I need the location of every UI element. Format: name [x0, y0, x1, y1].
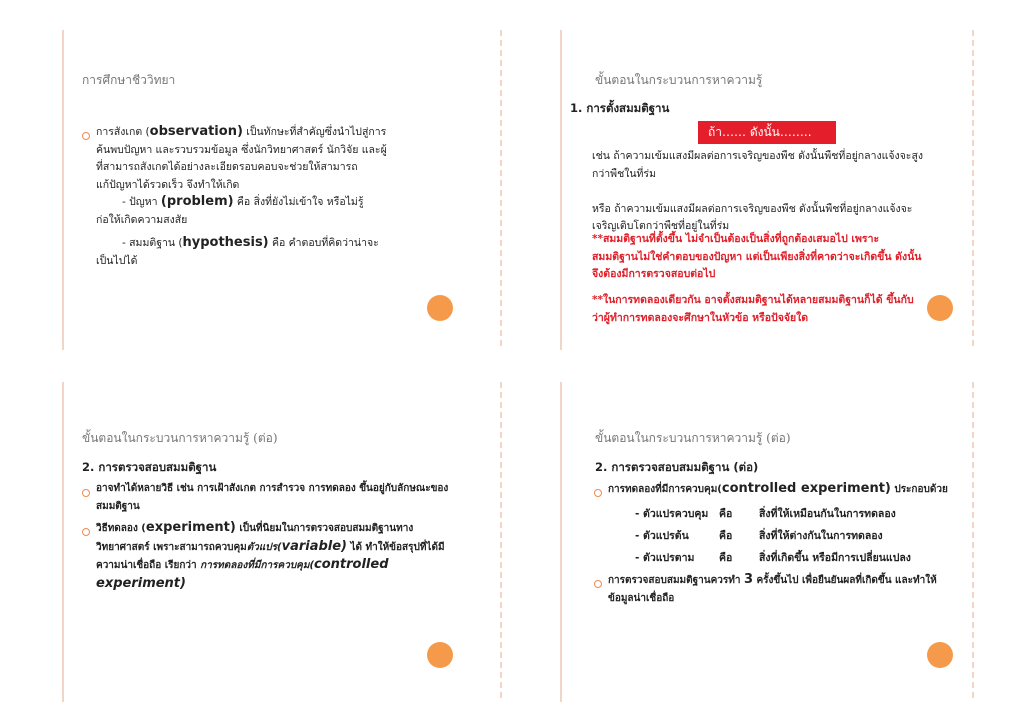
slide-2 [560, 40, 980, 360]
section-heading: 2. การตรวจสอบสมมติฐาน [82, 460, 217, 474]
slide-title: ขั้นตอนในกระบวนการหาความรู้ (ต่อ) [82, 431, 278, 445]
bullet-icon [594, 580, 602, 588]
slide-4: ขั้นตอนในกระบวนการหาความรู้ (ต่อ) 2. การตรวจสอบสมมติฐาน (ต่อ) การทดลองที่มีการควบคุม(controlled experiment) ประกอบด้วย - ตัวแปรควบคุม คือ สิ่งที่ให้เหมือนกันในการทดลอง - ตัวแปรต้น คือ สิ่งที่ให้ต่างกันในการทดลอง - ตัวแปรตาม คือ สิ่งที่เกิดขึ้น หรือมีการเปลี่ยนแปลง การตรวจสอบสมมติฐานควรทำ 3 ครั้งขึ้นไป เพื่อยืนยันผลที่เกิดขึ้น และทำให้ ข้อมูลน่าเชื่อถือ [560, 392, 980, 712]
slide-1 [60, 40, 510, 360]
paragraph-experiment: วิธีทดลอง (experiment) เป็นที่นิยมในการตรวจสอบสมมติฐานทาง วิทยาศาสตร์ เพราะสามารถควบคุมตัวแปร(variable) ได้ ทำให้ข้อสรุปที่ได้มี ความน่าเชื่อถือ เรียกว่า การทดลองที่มีการควบคุม(controlled experiment) [96, 520, 445, 591]
slide-border-left [560, 30, 562, 350]
paragraph-repeat-three-times: การตรวจสอบสมมติฐานควรทำ 3 ครั้งขึ้นไป เพื่อยืนยันผลที่เกิดขึ้น และทำให้ ข้อมูลน่าเชื่อถือ [608, 572, 937, 604]
orange-dot-decoration [927, 642, 953, 668]
paragraph-problem: - ปัญหา (problem) คือ สิ่งที่ยังไม่เข้าใจ หรือไม่รู้ ก่อให้เกิดความสงสัย [96, 194, 364, 226]
slide-border-right [500, 30, 502, 350]
slide-border-left [62, 382, 64, 702]
example-block: เช่น ถ้าความเข้มแสงมีผลต่อการเจริญของพืช ดังนั้นพืชที่อยู่กลางแจ้งจะสูง กว่าพืชในที่ร่ม หรือ ถ้าความเข้มแสงมีผลต่อการเจริญของพืช ดังนั้นพืชที่อยู่กลางแจ้งจะ เจริญเติบโตกว่าพืชที่อยู่ในที่ร่ม [592, 150, 923, 232]
paragraph-controlled-experiment: การทดลองที่มีการควบคุม(controlled experiment) ประกอบด้วย [608, 481, 948, 496]
bullet-icon [594, 489, 602, 497]
paragraph-observation: การสังเกต (observation) เป็นทักษะที่สำคัญซึ่งนำไปสู่การ ค้นพบปัญหา และรวบรวมข้อมูล ซึ่งนักวิทยาศาสตร์ นักวิจัย และผู้ ที่สามารถสังเกตได้อย่างละเอียดรอบคอบจะช่วยให้สามารถ แก้ปัญหาได้รวดเร็ว จึงทำให้เกิด [96, 124, 387, 191]
bullet-icon [82, 489, 90, 497]
orange-dot-decoration [427, 642, 453, 668]
orange-dot-decoration [427, 295, 453, 321]
slide-3 [60, 392, 510, 712]
if-then-callout: ถ้า…… ดังนั้น…….. [698, 121, 836, 144]
bullet-icon [82, 132, 90, 140]
slide-title: ขั้นตอนในกระบวนการหาความรู้ [595, 73, 763, 87]
slide-border-left [62, 30, 64, 350]
note-multiple-hypotheses: **ในการทดลองเดียวกัน อาจตั้งสมมติฐานได้หลายสมมติฐานก็ได้ ขึ้นกับ ว่าผู้ทำการทดลองจะศึกษาในหัวข้อ หรือปัจจัยใด [592, 294, 914, 324]
note-hypothesis-validity: **สมมติฐานที่ตั้งขึ้น ไม่จำเป็นต้องเป็นสิ่งที่ถูกต้องเสมอไป เพราะ สมมติฐานไม่ใช่คำตอบของปัญหา แต่เป็นเพียงสิ่งที่คาดว่าจะเกิดขึ้น ดังนั้น จึงต้องมีการตรวจสอบต่อไป [592, 233, 922, 280]
paragraph-methods: อาจทำได้หลายวิธี เช่น การเฝ้าสังเกต การสำรวจ การทดลอง ขึ้นอยู่กับลักษณะของ สมมติฐาน [96, 483, 449, 512]
slide-border-right [972, 382, 974, 702]
section-heading: 1. การตั้งสมมติฐาน [570, 101, 670, 115]
slide-title: การศึกษาชีววิทยา [82, 73, 176, 87]
paragraph-hypothesis: - สมมติฐาน (hypothesis) คือ คำตอบที่คิดว่าน่าจะ เป็นไปได้ [96, 235, 379, 267]
slide-border-left [560, 382, 562, 702]
slide-title: ขั้นตอนในกระบวนการหาความรู้ (ต่อ) [595, 431, 791, 445]
section-heading: 2. การตรวจสอบสมมติฐาน (ต่อ) [595, 460, 759, 474]
bullet-icon [82, 528, 90, 536]
